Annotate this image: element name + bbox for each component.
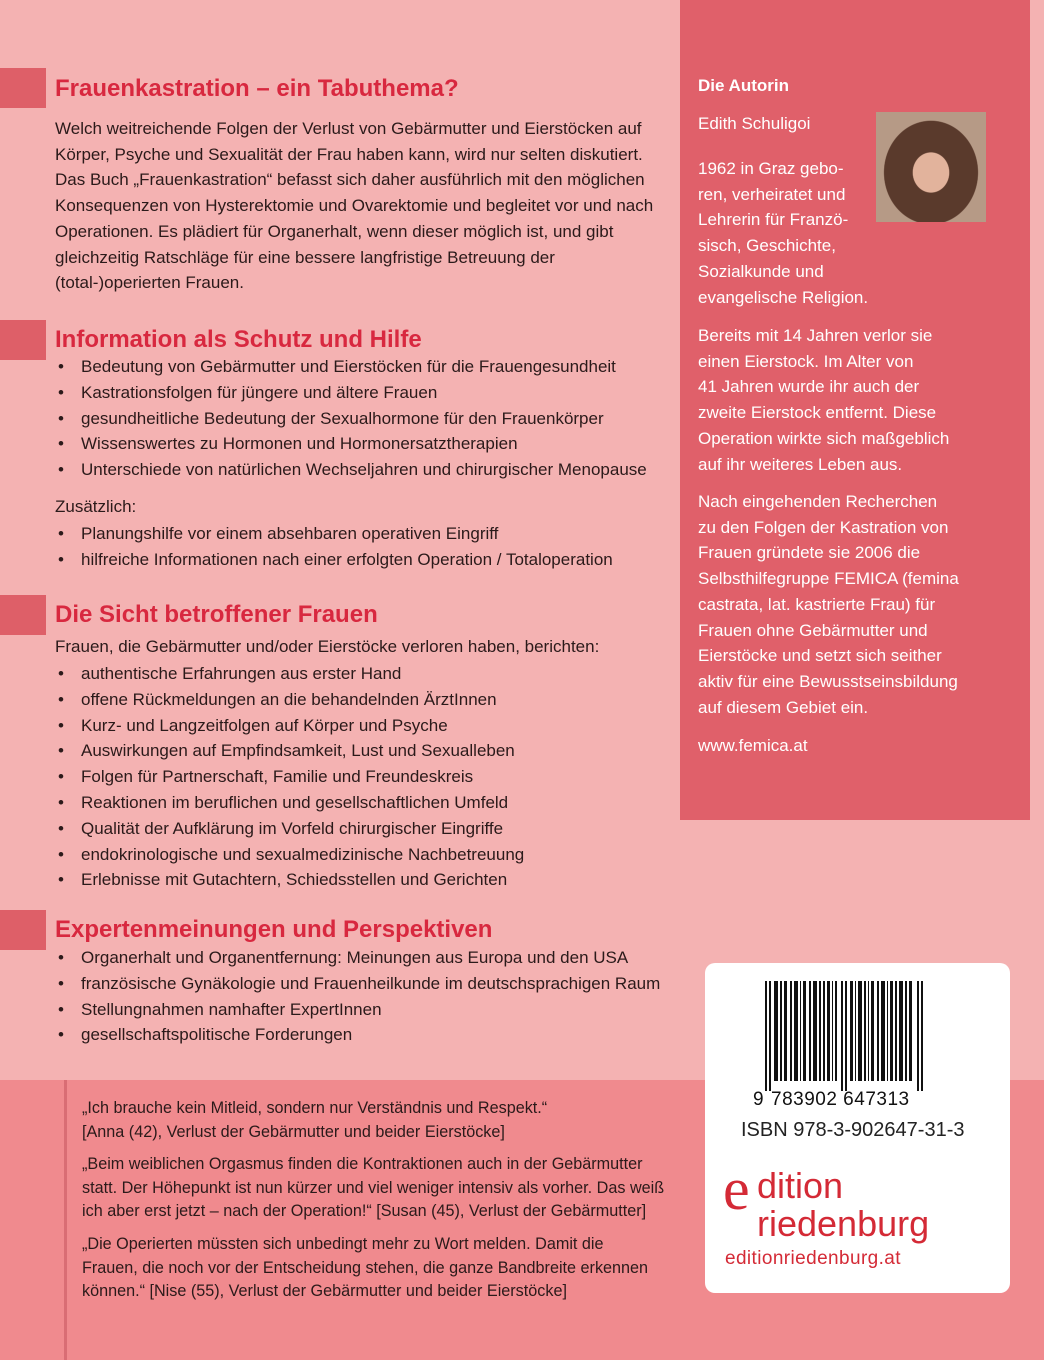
author-femica — [698, 489, 959, 720]
text-line: evangelische Religion. — [698, 287, 869, 307]
text-line: Bereits mit 14 Jahren verlor sie — [698, 326, 933, 345]
section-marker-2 — [0, 320, 46, 360]
quote-3 — [82, 1233, 682, 1304]
quote-1 — [82, 1097, 682, 1144]
text-line: Selbsthilfegruppe FEMICA (femina — [698, 569, 959, 589]
text-line: „Ich brauche kein Mitleid, sondern nur Verständnis und Respekt.“ — [82, 1099, 548, 1117]
text-line: Operation wirkte sich maßgeblich — [698, 428, 950, 448]
list-item: • Reaktionen im beruflichen und gesellschaftlichen Umfeld — [55, 790, 524, 816]
experts-list — [55, 945, 660, 1048]
text-line: Lehrerin für Franzö- — [698, 210, 849, 230]
women-intro: Frauen, die Gebärmutter und/oder Eierstöcke verloren haben, berichten: — [55, 637, 600, 656]
list-item: • Stellungnahmen namhafter ExpertInnen — [55, 997, 660, 1023]
list-item: • endokrinologische und sexualmedizinische Nachbetreuung — [55, 842, 524, 868]
text-line: zu den Folgen der Kastration von — [698, 517, 949, 537]
list-item: • hilfreiche Informationen nach einer erfolgten Operation / Totaloperation — [55, 547, 613, 573]
publisher-url-link[interactable]: editionriedenburg.at — [725, 1248, 901, 1269]
section-marker-4 — [0, 910, 46, 950]
text-line: Frauen gründete sie 2006 die — [698, 543, 921, 563]
extra-label: Zusätzlich: — [55, 497, 137, 516]
publisher-logo-mark: e — [723, 1156, 750, 1222]
barcode-digits: 783902 647313 — [771, 1089, 910, 1110]
list-item: • Wissenswertes zu Hormonen und Hormonersatztherapien — [55, 431, 647, 457]
text-line: einen Eierstock. Im Alter von — [698, 351, 914, 371]
text-line: Sozialkunde und — [698, 261, 824, 281]
list-item: • gesellschaftspolitische Forderungen — [55, 1022, 660, 1048]
women-list — [55, 661, 524, 893]
text-line: auf ihr weiteres Leben aus. — [698, 454, 903, 474]
text-line: ich aber erst jetzt – nach der Operation!“ [Susan (45), Verlust der Gebärmutter] — [82, 1202, 647, 1220]
author-website-link[interactable]: www.femica.at — [698, 736, 808, 755]
publisher-name-line2: riedenburg — [757, 1203, 930, 1244]
text-line: castrata, lat. kastrierte Frau) für — [698, 594, 936, 614]
list-item: • authentische Erfahrungen aus erster Hand — [55, 661, 524, 687]
section-marker-3 — [0, 595, 46, 635]
text-line: statt. Der Höhepunkt ist nun kürzer und viel weniger intensiv als vorher. Das weiß — [82, 1178, 665, 1197]
heading-sicht: Die Sicht betroffener Frauen — [55, 601, 378, 628]
isbn-number: ISBN 978-3-902647-31-3 — [741, 1119, 965, 1141]
barcode-icon — [765, 981, 925, 1091]
list-item: • offene Rückmeldungen an die behandelnden ÄrztInnen — [55, 687, 524, 713]
text-line: [Anna (42), Verlust der Gebärmutter und beider Eierstöcke] — [82, 1122, 505, 1141]
text-line: Frauen, die noch vor der Entscheidung stehen, die ganze Bandbreite erkennen — [82, 1258, 649, 1277]
heading-frauenkastration: Frauenkastration – ein Tabuthema? — [55, 75, 459, 102]
text-line: Nach eingehenden Recherchen — [698, 492, 938, 511]
author-history — [698, 323, 949, 477]
text-line: auf diesem Gebiet ein. — [698, 697, 869, 717]
list-item: • Kastrationsfolgen für jüngere und ältere Frauen — [55, 380, 647, 406]
publisher-name-line1: dition — [757, 1165, 844, 1206]
list-item: • Kurz- und Langzeitfolgen auf Körper und Psyche — [55, 713, 524, 739]
quote-rule — [64, 1080, 67, 1360]
text-line: aktiv für eine Bewusstseinsbildung — [698, 671, 958, 691]
text-line: zweite Eierstock entfernt. Diese — [698, 403, 937, 423]
list-item: • Bedeutung von Gebärmutter und Eierstöcken für die Frauengesundheit — [55, 354, 647, 380]
text-line: sisch, Geschichte, — [698, 236, 836, 256]
author-photo — [876, 112, 986, 222]
heading-expertenmeinungen: Expertenmeinungen und Perspektiven — [55, 916, 493, 943]
text-line: ren, verheiratet und — [698, 184, 846, 204]
list-item: • Organerhalt und Organentfernung: Meinungen aus Europa und den USA — [55, 945, 660, 971]
list-item: • Erlebnisse mit Gutachtern, Schiedsstellen und Gerichten — [55, 867, 524, 893]
text-line: 1962 in Graz gebo- — [698, 159, 844, 178]
author-name: Edith Schuligoi — [698, 114, 811, 133]
section-marker-1 — [0, 68, 46, 108]
text-line: „Beim weiblichen Orgasmus finden die Kontraktionen auch in der Gebärmutter — [82, 1155, 643, 1173]
intro-paragraph: Welch weitreichende Folgen der Verlust von Gebärmutter und Eierstöcken auf Körper, Psyche und Sexualität der Frau haben kann, wird nur selten diskutiert. Das Buch „Frauenkastration“ befasst sich daher ausführlich mit den möglichen Konsequenzen von Hysterektomie und Ovarektomie und begleitet vor und nach Operationen. Es plädiert für Organerhalt, wenn dieser möglich ist, und gibt gleichzeitig Ratschläge für eine bessere langfristige Betreuung der (total-)operierten Frauen. — [55, 119, 654, 293]
list-item: • gesundheitliche Bedeutung der Sexualhormone für den Frauenkörper — [55, 406, 647, 432]
information-list — [55, 354, 647, 483]
list-item: • Folgen für Partnerschaft, Familie und Freundeskreis — [55, 764, 524, 790]
extra-list — [55, 521, 613, 573]
text-line: 41 Jahren wurde ihr auch der — [698, 377, 920, 397]
list-item: • französische Gynäkologie und Frauenheilkunde im deutschsprachigen Raum — [55, 971, 660, 997]
barcode-first-digit: 9 — [753, 1089, 764, 1110]
list-item: • Auswirkungen auf Empfindsamkeit, Lust und Sexualleben — [55, 738, 524, 764]
list-item: • Qualität der Aufklärung im Vorfeld chirurgischer Eingriffe — [55, 816, 524, 842]
barcode-box — [705, 963, 1010, 1293]
text-line: Frauen ohne Gebärmutter und — [698, 620, 928, 640]
text-line: „Die Operierten müssten sich unbedingt mehr zu Wort melden. Damit die — [82, 1235, 604, 1253]
author-title: Die Autorin — [698, 76, 789, 95]
quote-2 — [82, 1153, 682, 1224]
list-item: • Unterschiede von natürlichen Wechseljahren und chirurgischer Menopause — [55, 457, 647, 483]
list-item: • Planungshilfe vor einem absehbaren operativen Eingriff — [55, 521, 613, 547]
text-line: Eierstöcke und setzt sich seither — [698, 646, 942, 666]
author-panel — [680, 0, 1030, 820]
author-bio — [698, 156, 868, 310]
heading-information: Information als Schutz und Hilfe — [55, 326, 422, 353]
text-line: können.“ [Nise (55), Verlust der Gebärmutter und beider Eierstöcke] — [82, 1282, 567, 1300]
